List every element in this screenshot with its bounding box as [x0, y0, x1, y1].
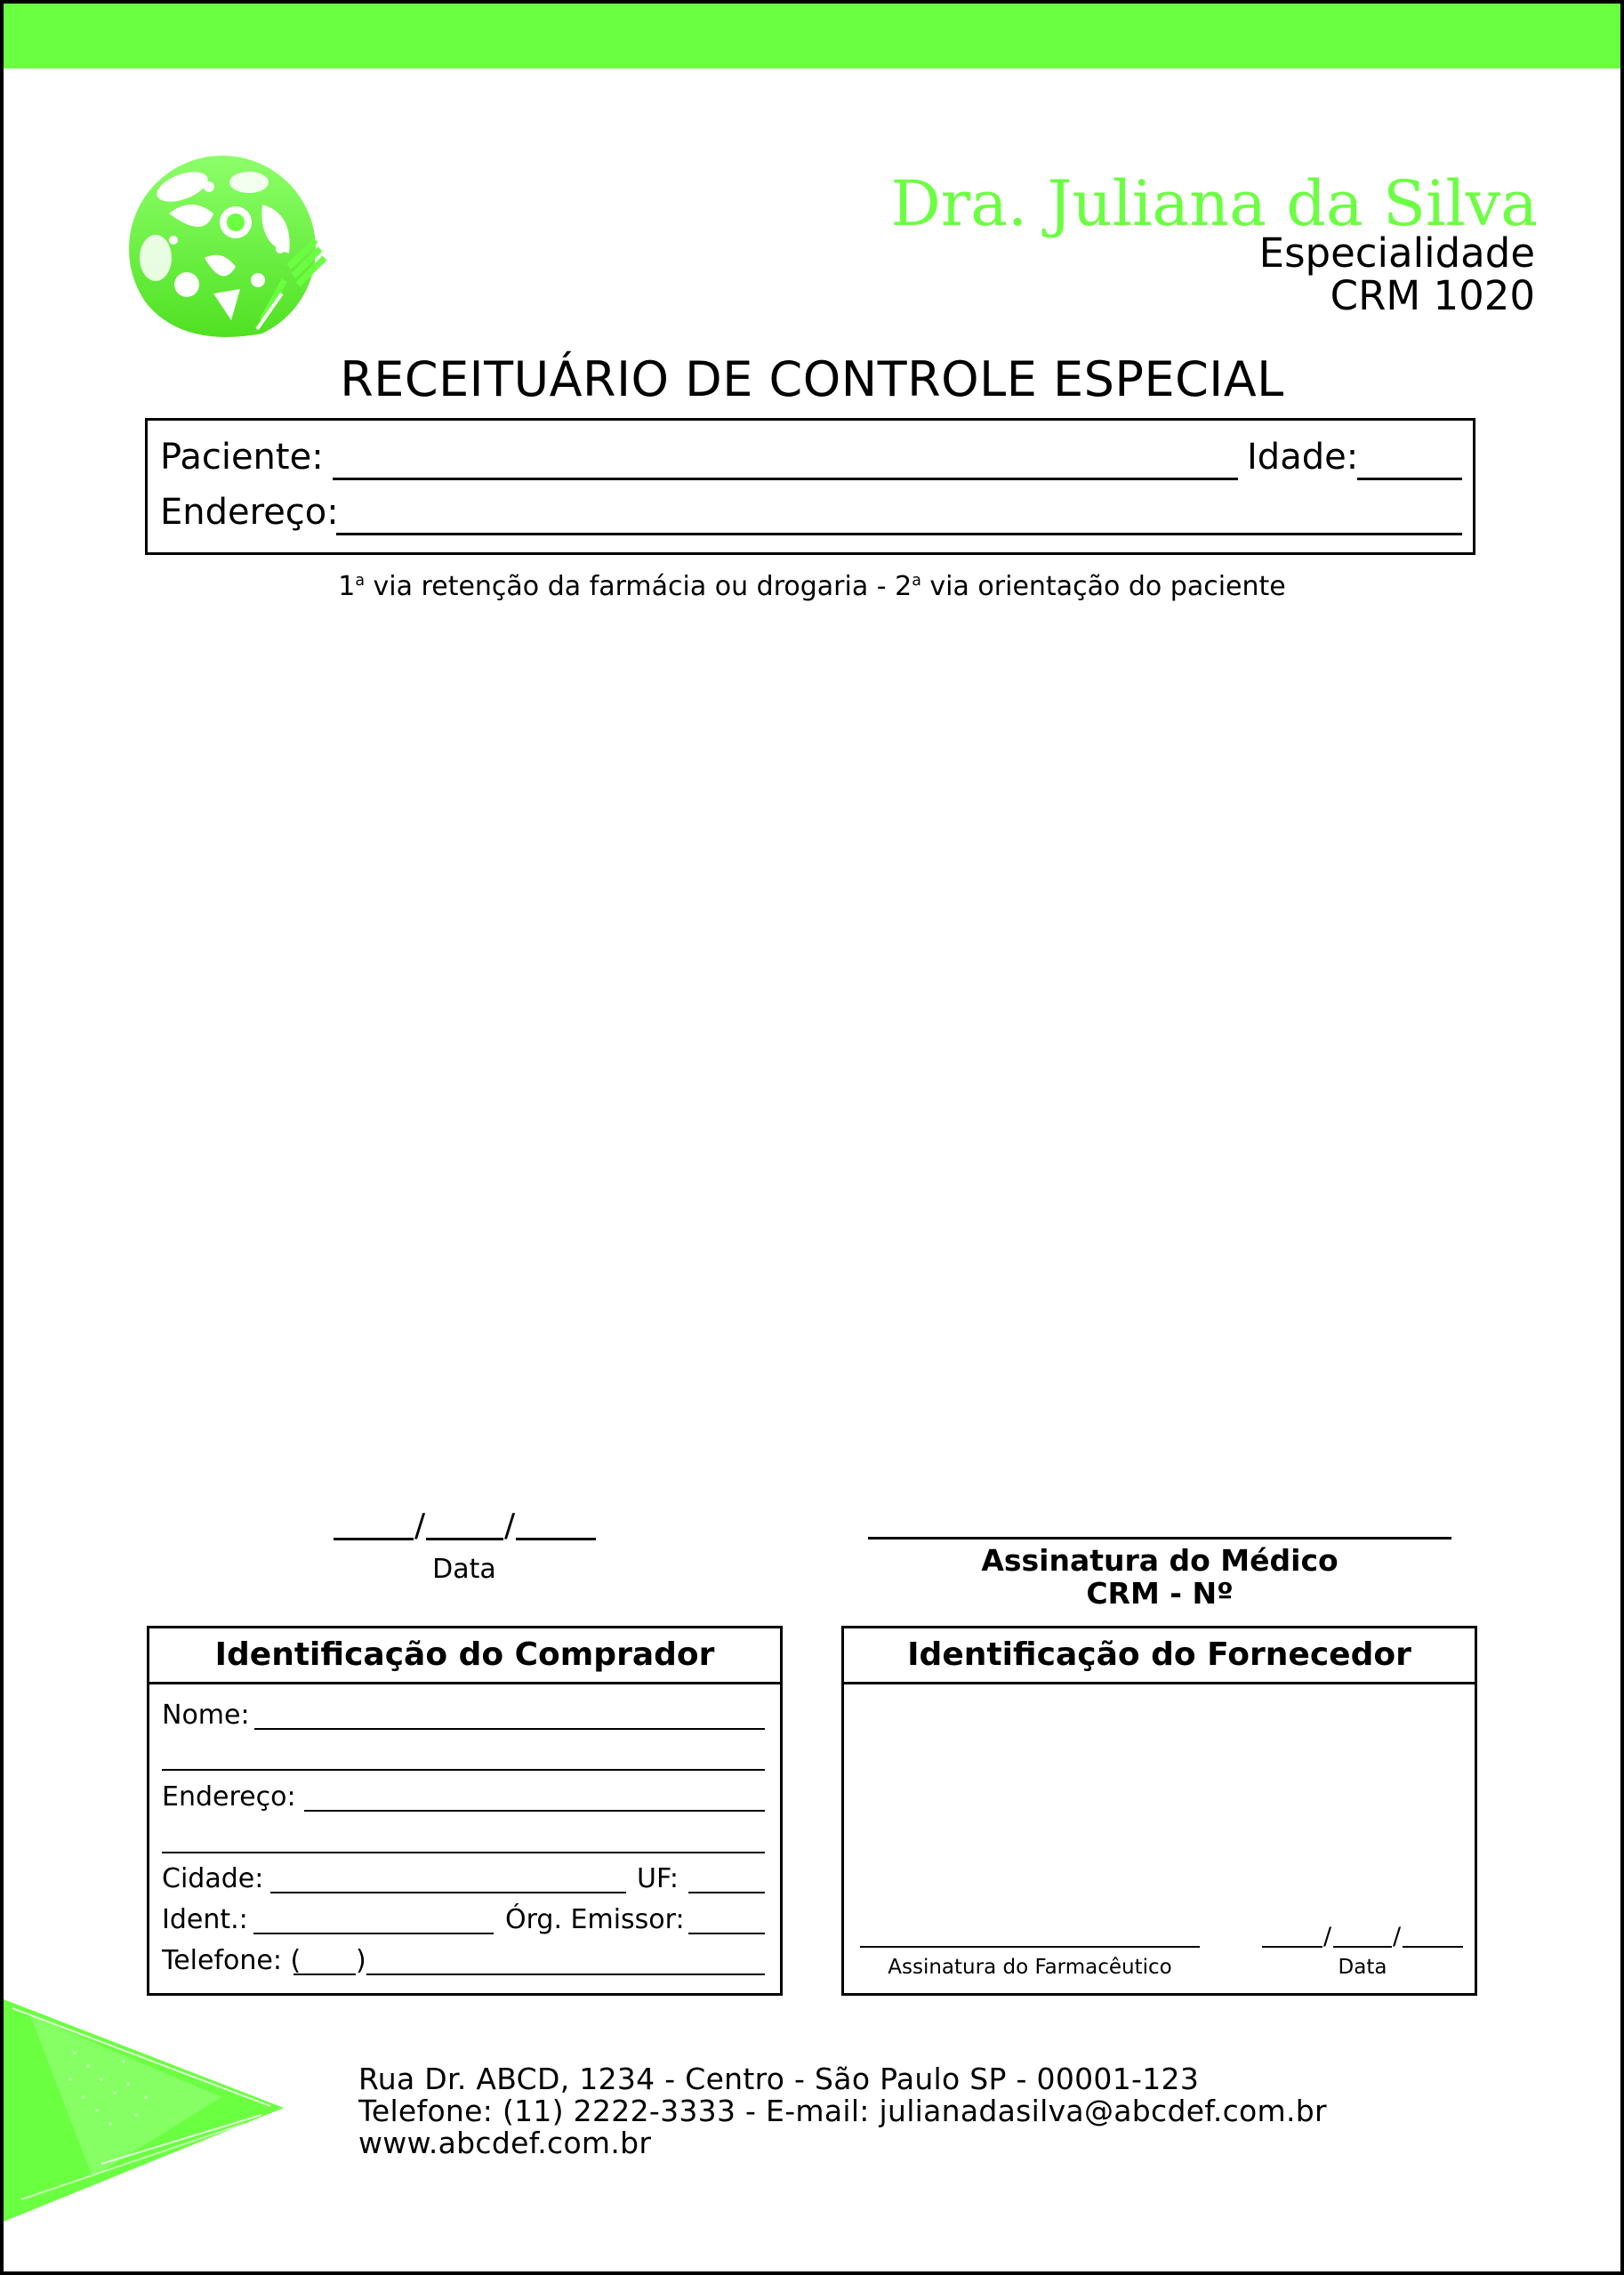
buyer-address-field-cont[interactable]	[162, 1852, 765, 1853]
vegetables-fork-icon	[120, 151, 334, 351]
buyer-uf-label: UF:	[637, 1863, 679, 1894]
buyer-uf-field[interactable]	[688, 1892, 765, 1893]
footer-contact: Telefone: (11) 2222-3333 - E-mail: julianadasilva@abcdef.com.br	[358, 2094, 1327, 2128]
patient-box	[145, 418, 1475, 555]
buyer-phone-field[interactable]	[366, 1974, 765, 1975]
buyer-city-field[interactable]	[270, 1892, 626, 1893]
doctor-signature-line[interactable]	[868, 1537, 1451, 1539]
patient-age-label: Idade:	[1247, 437, 1359, 478]
footer-address: Rua Dr. ABCD, 1234 - Centro - São Paulo SP - 00001-123	[358, 2062, 1200, 2096]
supplier-box	[841, 1626, 1477, 1996]
date-day-line[interactable]	[334, 1538, 414, 1540]
doctor-name: Dra. Juliana da Silva	[890, 167, 1538, 240]
supplier-box-title: Identificação do Fornecedor	[844, 1628, 1475, 1684]
supplier-date-year-line[interactable]	[1403, 1946, 1463, 1948]
corner-triangle-decoration	[4, 1999, 288, 2222]
patient-age-field[interactable]	[1357, 478, 1462, 480]
buyer-issuer-field[interactable]	[688, 1933, 765, 1934]
buyer-box	[147, 1626, 783, 1996]
date-month-line[interactable]	[426, 1538, 503, 1540]
via-note: 1$^a$ via retenção da farmácia ou drogaria - 2$^a$ via orientação do paciente	[338, 571, 1286, 602]
date-label: Data	[432, 1554, 496, 1585]
supplier-date-day-line[interactable]	[1262, 1946, 1323, 1948]
patient-name-label: Paciente:	[160, 437, 324, 478]
date-year-line[interactable]	[516, 1538, 596, 1540]
doctor-crm-label: CRM - Nº	[1086, 1576, 1234, 1611]
date-slash: /	[414, 1507, 426, 1544]
buyer-box-title: Identificação do Comprador	[149, 1628, 780, 1684]
doctor-specialty: Especialidade	[1258, 229, 1535, 277]
doctor-signature-label: Assinatura do Médico	[981, 1543, 1339, 1578]
patient-address-label: Endereço:	[160, 492, 339, 533]
footer-website[interactable]: www.abcdef.com.br	[358, 2126, 652, 2160]
supplier-date-slash: /	[1323, 1923, 1332, 1950]
supplier-date-month-line[interactable]	[1333, 1946, 1392, 1948]
buyer-issuer-label: Órg. Emissor:	[505, 1904, 685, 1935]
supplier-date-label: Data	[1338, 1956, 1387, 1979]
buyer-phone-paren: )	[356, 1945, 366, 1976]
patient-name-field[interactable]	[333, 478, 1238, 480]
patient-address-field[interactable]	[336, 533, 1462, 535]
buyer-city-label: Cidade:	[162, 1863, 264, 1894]
top-accent-bar	[4, 4, 1620, 68]
buyer-ident-label: Ident.:	[162, 1904, 248, 1935]
buyer-ident-field[interactable]	[253, 1933, 494, 1934]
buyer-address-field[interactable]	[304, 1810, 765, 1812]
pharmacist-signature-line[interactable]	[860, 1946, 1200, 1948]
pharmacist-signature-label: Assinatura do Farmacêutico	[888, 1956, 1172, 1979]
document-title: RECEITUÁRIO DE CONTROLE ESPECIAL	[340, 351, 1284, 407]
buyer-name-field-cont[interactable]	[162, 1769, 765, 1771]
date-slash: /	[504, 1507, 516, 1544]
buyer-phone-label: Telefone: (	[162, 1945, 301, 1976]
supplier-date-slash: /	[1393, 1923, 1402, 1950]
buyer-address-label: Endereço:	[162, 1781, 296, 1813]
buyer-name-field[interactable]	[254, 1728, 765, 1730]
buyer-name-label: Nome:	[162, 1700, 250, 1731]
buyer-phone-area-field[interactable]	[293, 1974, 356, 1975]
doctor-crm: CRM 1020	[1330, 272, 1535, 319]
